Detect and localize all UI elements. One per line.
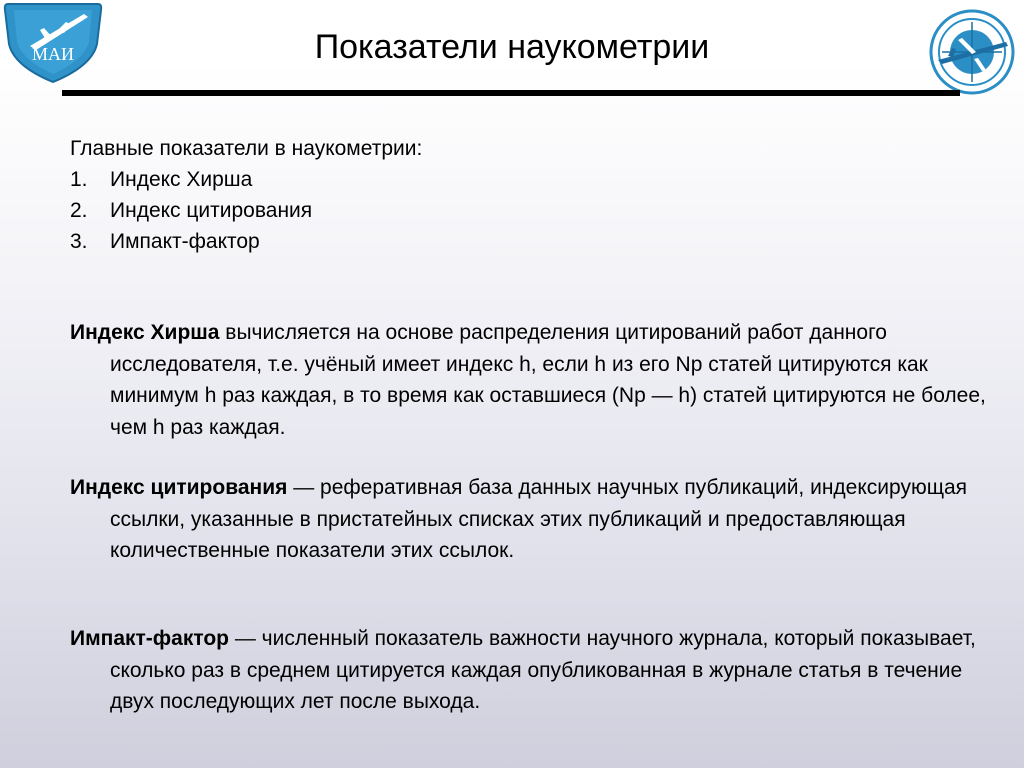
definition-text: — реферативная база данных научных публикаций, индексирующая ссылки, указанные в пристатейных списках этих публикаций и предоставляющая количественные показатели этих ссылок. [110,476,968,562]
list-item [70,195,950,226]
definition-hirsch-index [70,317,1010,443]
definition-term: Индекс Хирша [70,321,220,344]
list-label: Индекс Хирша [110,168,253,191]
definition-text: вычисляется на основе распределения цитирований работ данного исследователя, т.е. учёный имеет индекс h, если h из его Np статей цитируются как минимум h раз каждая, в то время как оставшиеся (Np — h) статей цитируются не более, чем h раз каждая. [110,321,986,439]
list-label: Импакт-фактор [110,230,260,253]
list-item [70,164,950,195]
list-label: Индекс цитирования [110,199,313,222]
title-divider [62,90,960,96]
list-item [70,226,950,257]
definition-term: Импакт-фактор [70,627,230,650]
intro-heading: Главные показатели в наукометрии: [70,137,423,160]
definition-citation-index [70,472,1010,567]
list-number: 1. [70,168,88,191]
list-number: 2. [70,199,88,222]
intro-block [70,133,950,257]
slide-title: Показатели наукометрии [314,28,710,66]
mai-logo-text: МАИ [31,44,75,64]
indicator-list [70,164,950,257]
definition-term: Индекс цитирования [70,476,288,499]
definition-impact-factor [70,623,1010,718]
list-number: 3. [70,230,88,253]
definition-text: — численный показатель важности научного журнала, который показывает, сколько раз в среднем цитируется каждая опубликованная в журнале статья в течение двух последующих лет после выхода. [110,627,976,713]
